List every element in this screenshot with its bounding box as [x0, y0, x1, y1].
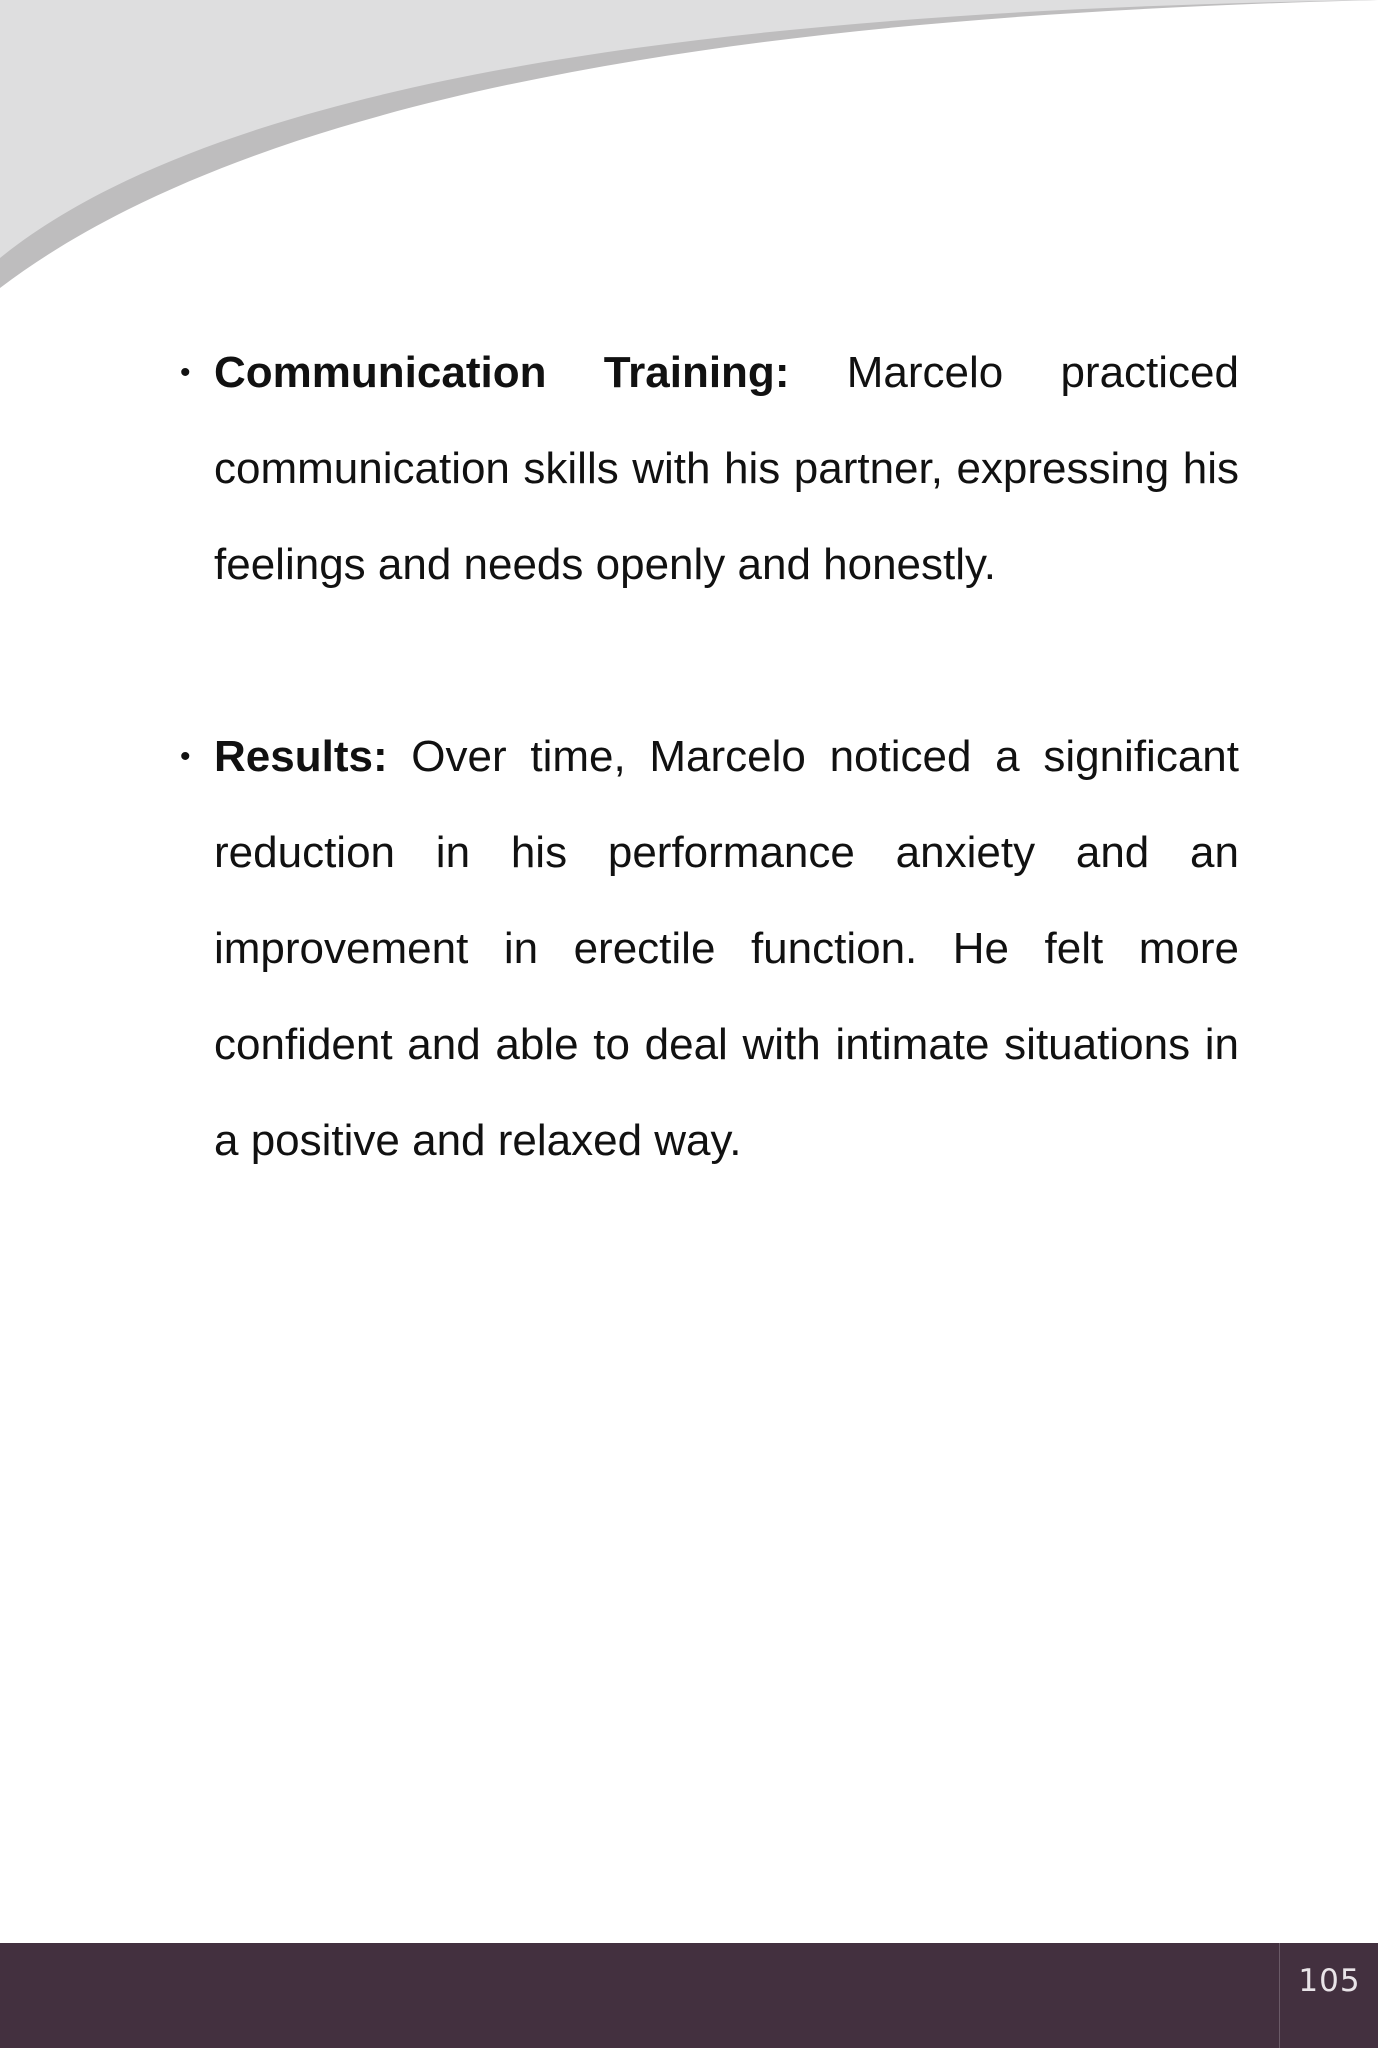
- main-content: [180, 325, 1239, 1189]
- bullet-icon: •: [180, 740, 191, 773]
- bullet-icon: •: [180, 356, 191, 389]
- list-item: [180, 709, 1239, 1189]
- bullet-text: Over time, Marcelo noticed a significant reduction in his performance anxiety and an improvement in erectile function. He felt more confident and able to deal with intimate situations in a positive and relaxed way.: [214, 732, 1239, 1165]
- footer-bar: [0, 1943, 1378, 2048]
- bullet-lead: Results:: [214, 732, 388, 781]
- list-item: [180, 325, 1239, 613]
- swoosh-fill: [0, 0, 1378, 258]
- page-number: 105: [1298, 1963, 1361, 1999]
- bullet-text: Marcelo practiced communication skills with his partner, expressing his feelings and needs openly and honestly.: [214, 348, 1239, 589]
- bullet-lead: Communication Training:: [214, 348, 790, 397]
- header-swoosh-decoration: [0, 0, 1378, 300]
- page-number-box: [1279, 1943, 1378, 2048]
